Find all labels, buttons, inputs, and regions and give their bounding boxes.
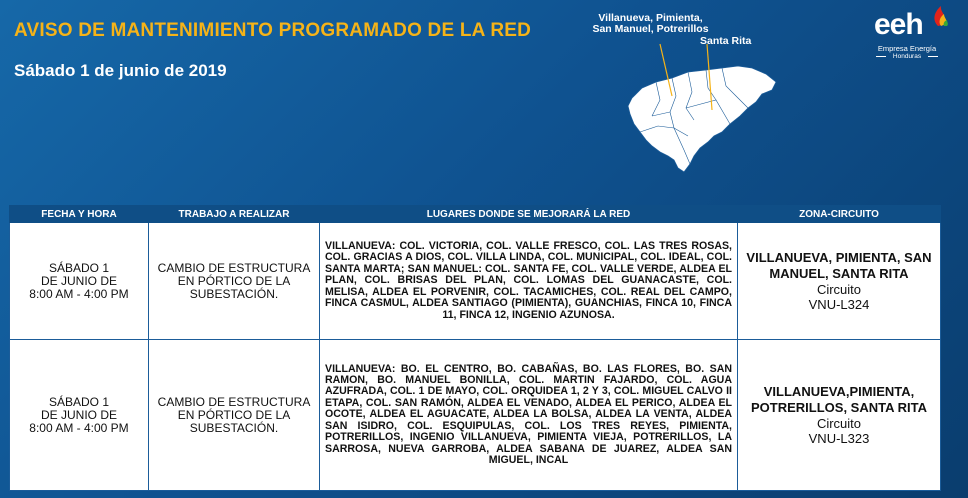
map-label-left [588,13,713,35]
row-zone-cell [738,340,941,491]
row-zone-name: VILLANUEVA,PIMIENTA, POTRERILLOS, SANTA RITA [751,384,927,415]
row-circuit-code: VNU-L324 [808,297,870,312]
row-places-cell: VILLANUEVA: COL. VICTORIA, COL. VALLE FRESCO, COL. LAS TRES ROSAS, COL. GRACIAS A DIOS, COL. VILLA LINDA, COL. MUNICIPAL, COL. IDEAL, COL. SANTA MARTA; SAN MANUEL: COL. SANTA FE, COL. VALLE VERDE, ALDEA EL PLAN, COL. BRISAS DEL PLAN, COL. LOMAS DEL GUANACASTE, COL. MELISA, ALDEA EL PORVENIR, COL. TACAMICHES, COL. REAL DEL CAMPO, FINCA CASMUL, ALDEA SANTIAGO (PIMIENTA), GUANCHIAS, FINCA 10, FINCA 11, FINCA 12, INGENIO AZUNOSA. [320,223,738,340]
logo-flame-icon [930,2,952,28]
row-circuit-code: VNU-L323 [808,431,870,446]
honduras-map-shape [628,66,776,172]
row-date-cell [10,223,149,340]
page-subtitle-date: Sábado 1 de junio de 2019 [14,61,227,80]
row-date-line2: DE JUNIO DE [40,273,117,288]
row-zone-name: VILLANUEVA, PIMIENTA, SAN MANUEL, SANTA RITA [746,250,932,281]
logo-tagline-1: Empresa Energía [877,44,937,53]
header-zona-circuito: ZONA-CIRCUITO [738,206,941,223]
eeh-logo-text: eeh [874,8,923,41]
logo-tagline-2: Honduras [892,53,922,60]
page-title: AVISO DE MANTENIMIENTO PROGRAMADO DE LA RED [14,20,532,41]
row-circuit-label: Circuito [816,416,862,431]
logo-divider-right [928,56,938,57]
maintenance-table [9,205,941,491]
header-trabajo: TRABAJO A REALIZAR [149,206,320,223]
row-date-line2: DE JUNIO DE [40,407,117,422]
table-row [10,223,941,340]
row-zone-cell [738,223,941,340]
table-row [10,340,941,491]
map-label-right: Santa Rita [700,35,752,47]
table-header-row [10,206,941,223]
row-date-line3: 8:00 AM - 4:00 PM [29,420,129,435]
map-label-left-line2: San Manuel, Potrerillos [592,23,709,35]
row-date-line3: 8:00 AM - 4:00 PM [29,286,129,301]
row-places-cell: VILLANUEVA: BO. EL CENTRO, BO. CABAÑAS, BO. LAS FLORES, BO. SAN RAMON, BO. MANUEL BONILLA, COL. MARTIN FAJARDO, COL. AGUA AZUFRADA, COL. 1 DE MAYO, COL. ORQUIDEA 1, 2 Y 3, COL. MIGUEL CALVO II ETAPA, COL. SAN RAMÓN, ALDEA EL VENADO, ALDEA EL PERICO, ALDEA EL OCOTE, ALDEA EL AGUACATE, ALDEA LA BOLSA, ALDEA LA VENTA, ALDEA SAN ISIDRO, COL. ESQUIPULAS, COL. LOS TRES REYES, PIMIENTA, POTRERILLOS, INGENIO VILLANUEVA, PIMIENTA VIEJA, POTRERILLOS, LA SARROSA, NUEVA GARROBA, ALDEA SABANA DE JUAREZ, ALDEA SAN MIGUEL, INCAL [320,340,738,491]
row-date-line1: SÁBADO 1 [48,394,110,409]
row-date-cell [10,340,149,491]
header-fecha-hora: FECHA Y HORA [10,206,149,223]
map-label-left-line1: Villanueva, Pimienta, [598,12,703,24]
header-lugares: LUGARES DONDE SE MEJORARÁ LA RED [320,206,738,223]
row-date-line1: SÁBADO 1 [48,260,110,275]
row-circuit-label: Circuito [816,282,862,297]
eeh-logo [874,6,954,62]
row-work-cell: CAMBIO DE ESTRUCTURA EN PÓRTICO DE LA SUBESTACIÓN. [149,223,320,340]
row-work-cell: CAMBIO DE ESTRUCTURA EN PÓRTICO DE LA SUBESTACIÓN. [149,340,320,491]
